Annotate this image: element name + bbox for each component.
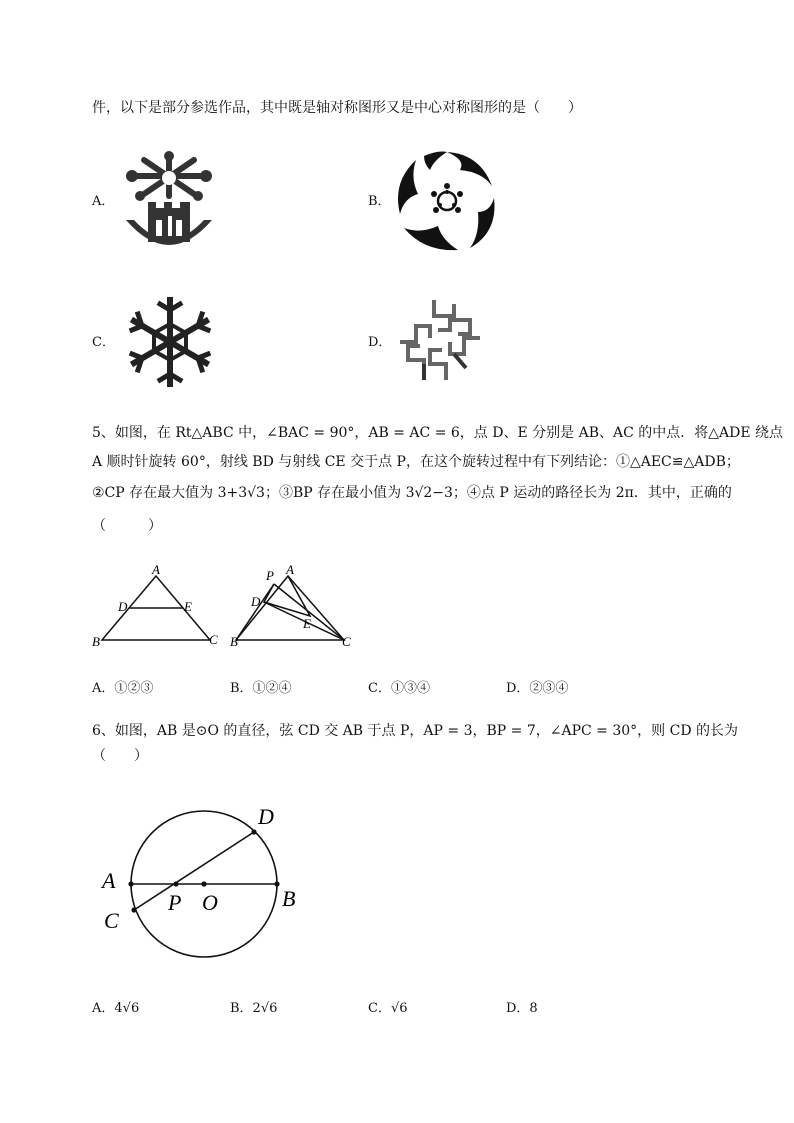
q6-stem-line-1: 6、如图，AB 是⊙O 的直径，弦 CD 交 AB 于点 P，AP = 3，BP = 7，∠APC = 30°，则 CD 的长为 xyxy=(92,723,738,739)
fig2-label-d: D xyxy=(251,594,261,609)
q6-option-c: C．√6 xyxy=(368,1001,408,1016)
q5-figure-2 xyxy=(226,560,356,656)
q6-option-b: B．2√6 xyxy=(230,1001,278,1016)
q5-option-c: C．①③④ xyxy=(368,681,430,696)
q6-option-a: A．4√6 xyxy=(92,1001,140,1016)
fig-label-b: B xyxy=(282,886,296,911)
fig2-label-p: P xyxy=(266,568,274,583)
snowflake-emblem-icon xyxy=(122,294,218,394)
q5-stem-line-2: A 顺时针旋转 60°，射线 BD 与射线 CE 交于点 P，在这个旋转过程中有下列结论：①△AEC≌△ADB； xyxy=(92,454,740,470)
q4-option-d-label: D． xyxy=(368,335,392,350)
q4-option-a-label: A． xyxy=(92,194,115,209)
swirl-flower-emblem-icon xyxy=(394,148,500,258)
q5-option-a: A．①②③ xyxy=(92,681,154,696)
fig-label-a: A xyxy=(102,868,116,893)
fig1-label-a: A xyxy=(152,562,160,577)
q5-option-d: D．②③④ xyxy=(506,681,569,696)
snowflake-castle-emblem-icon xyxy=(118,150,220,256)
pinwheel-knot-emblem-icon xyxy=(394,294,486,390)
q5-stem-line-3: ②CP 存在最大值为 3+3√3；③BP 存在最小值为 3√2−3；④点 P 运动的路径长为 2π．其中，正确的 xyxy=(92,485,732,501)
q4-option-c-label: C． xyxy=(92,335,115,350)
fig-label-d: D xyxy=(258,804,274,829)
fig1-label-b: B xyxy=(92,634,100,649)
fig1-label-e: E xyxy=(184,599,192,614)
fig1-label-d: D xyxy=(118,599,128,614)
q5-answer-paren: （ ） xyxy=(92,518,162,534)
q5-stem-line-1: 5、如图，在 Rt△ABC 中，∠BAC = 90°，AB = AC = 6，点 D、E 分别是 AB、AC 的中点．将△ADE 绕点 xyxy=(92,425,784,441)
fig2-label-a: A xyxy=(286,562,294,577)
q6-circle-figure xyxy=(96,796,316,980)
q5-figure-1 xyxy=(88,560,222,656)
fig2-label-c: C xyxy=(342,634,351,649)
fig-label-p: P xyxy=(168,890,182,915)
q4-stem: 件，以下是部分参选作品，其中既是轴对称图形又是中心对称图形的是（ ） xyxy=(92,100,582,116)
fig-label-c: C xyxy=(104,908,119,933)
fig2-label-b: B xyxy=(230,634,238,649)
q6-option-d: D．8 xyxy=(506,1001,538,1016)
fig1-label-c: C xyxy=(209,632,218,647)
q5-option-b: B．①②④ xyxy=(230,681,292,696)
q4-option-b-label: B． xyxy=(368,194,391,209)
fig-label-o: O xyxy=(202,890,218,915)
fig2-label-e: E xyxy=(303,616,311,631)
q6-answer-paren: （ ） xyxy=(92,748,148,764)
